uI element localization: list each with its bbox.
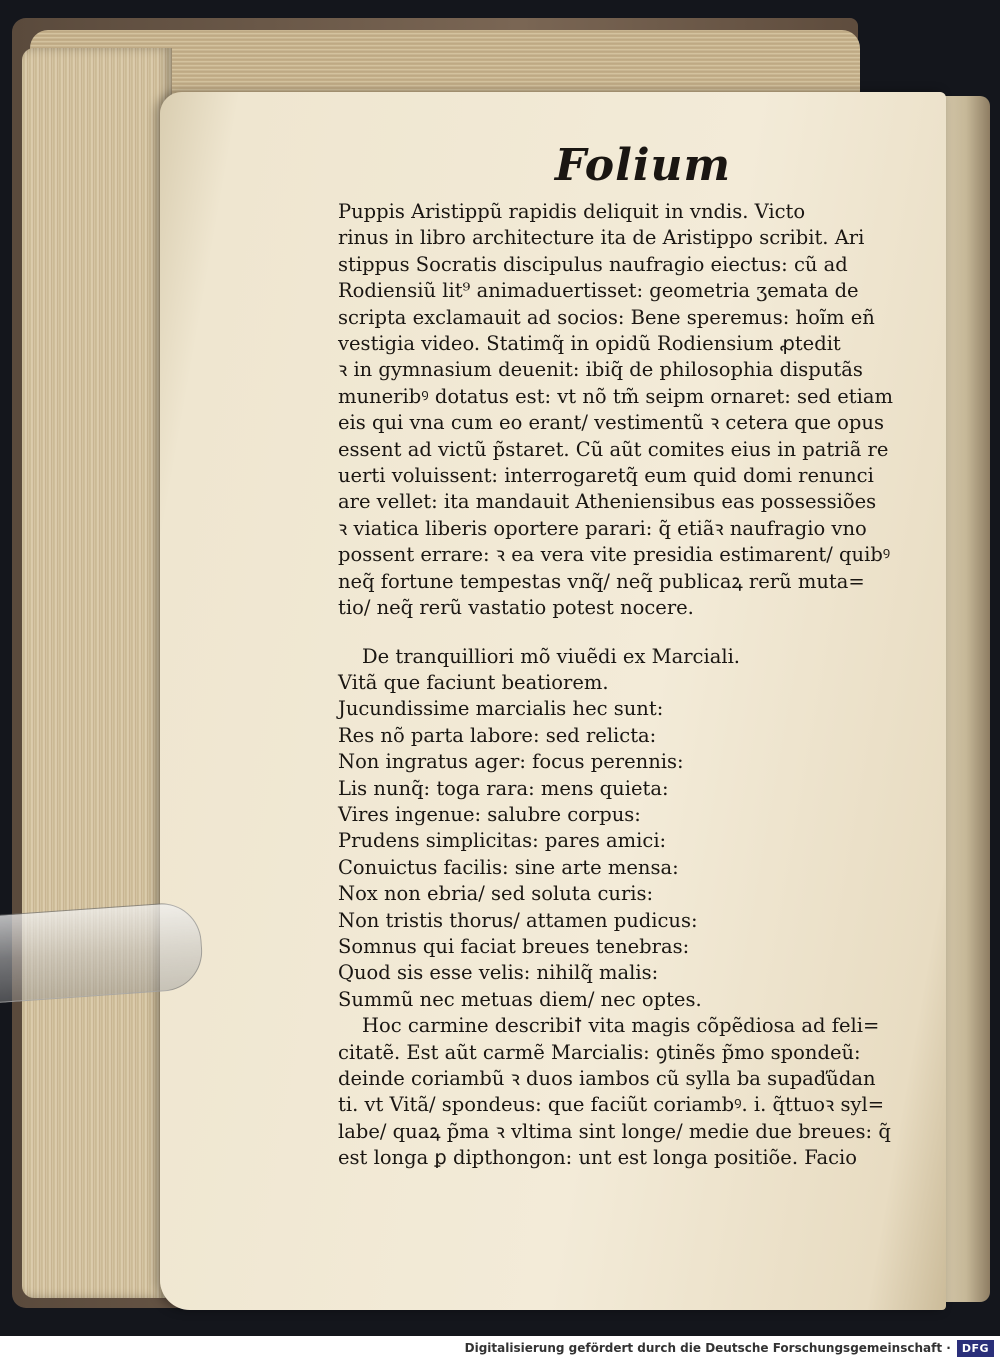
text-line: citatẽ. Est aũt carmẽ Marcialis: ꝯtinẽs p̃mo spondeũ: [338, 1040, 861, 1064]
verse-line: Res nõ parta labore: sed relicta: [338, 723, 657, 747]
text-line: rinus in libro architecture ita de Aristippo scribit. Ari [338, 226, 865, 250]
text-line: vestigia video. Statimq̃ in opidũ Rodiensium ꝓtedit [338, 332, 841, 356]
text-line: ꝛ in gymnasium deuenit: ibiq̃ de philosophia disputãs [338, 358, 863, 382]
page-block-left-edge [22, 48, 172, 1298]
verse-line: Jucundissime marcialis hec sunt: [338, 697, 664, 721]
text-line: tio/ neq̃ rerũ vastatio potest nocere. [338, 596, 694, 620]
running-header: Folium [554, 140, 732, 191]
page-holder-clip [0, 901, 205, 1004]
dfg-logo: DFG [957, 1340, 994, 1357]
paragraph-commentary [338, 1013, 918, 1171]
footer-text: Digitalisierung gefördert durch die Deutsche Forschungsgemeinschaft · [464, 1341, 951, 1355]
text-line: eis qui vna cum eo erant/ vestimentũ ꝛ cetera que opus [338, 411, 884, 435]
text-line: possent errare: ꝛ ea vera vite presidia estimarent/ quibꝰ [338, 543, 891, 567]
text-line: scripta exclamauit ad socios: Bene speremus: hoĩm eñ [338, 305, 875, 329]
verse-line: Vitã que faciunt beatiorem. [338, 670, 609, 694]
text-line: ꝛ viatica liberis oportere parari: q̃ etiãꝛ naufragio vno [338, 516, 867, 540]
paragraph-aristippus [338, 199, 918, 622]
text-line: essent ad victũ p̃staret. Cũ aũt comites eius in patriã re [338, 437, 889, 461]
verse-line: Non tristis thorus/ attamen pudicus: [338, 908, 698, 932]
verse-line: Summũ nec metuas diem/ nec optes. [338, 987, 702, 1011]
verse-line: Nox non ebria/ sed soluta curis: [338, 882, 654, 906]
verse-poem [338, 644, 918, 1014]
verse-line: Prudens simplicitas: pares amici: [338, 829, 667, 853]
verse-title: De tranquilliori mõ viuẽdi ex Marciali. [362, 644, 741, 668]
text-line: labe/ quaꝝ p̃ma ꝛ vltima sint longe/ medie due breues: q̃ [338, 1119, 891, 1143]
text-line: stippus Socratis discipulus naufragio eiectus: cũ ad [338, 252, 848, 276]
verse-line: Non ingratus ager: focus perennis: [338, 750, 684, 774]
verse-line: Quod sis esse velis: nihilq̃ malis: [338, 961, 659, 985]
text-line: uerti voluissent: interrogaretq̃ eum quid domi renunci [338, 464, 874, 488]
text-line: ti. vt Vitã/ spondeus: que faciũt coriambꝰ. i. q̃ttuoꝛ syl= [338, 1093, 885, 1117]
text-line: Rodiensiũ lit⁹ animaduertisset: geometria ʒemata de [338, 279, 859, 303]
text-line: Hoc carmine describiꝉ vita magis cõpẽdiosa ad feli= [362, 1014, 880, 1038]
footer-bar [0, 1336, 1000, 1360]
text-line: are vellet: ita mandauit Atheniensibus eas possessiões [338, 490, 877, 514]
text-line: neq̃ fortune tempestas vnq̃/ neq̃ publicaꝝ rerũ muta= [338, 569, 865, 593]
verse-line: Vires ingenue: salubre corpus: [338, 802, 641, 826]
text-line: est longa ꝑ dipthongon: unt est longa positiõe. Facio [338, 1146, 857, 1170]
page-text [338, 140, 918, 1172]
verse-line: Conuictus facilis: sine arte mensa: [338, 855, 679, 879]
text-line: deinde coriambũ ꝛ duos iambos cũ sylla ba supaďũdan [338, 1067, 876, 1090]
text-line: Puppis Aristippũ rapidis deliquit in vndis. Victo [338, 200, 806, 223]
verse-line: Lis nunq̃: toga rara: mens quieta: [338, 776, 669, 800]
text-line: muneribꝰ dotatus est: vt nõ tm̃ seipm ornaret: sed etiam [338, 384, 893, 408]
verse-line: Somnus qui faciat breues tenebras: [338, 934, 690, 958]
